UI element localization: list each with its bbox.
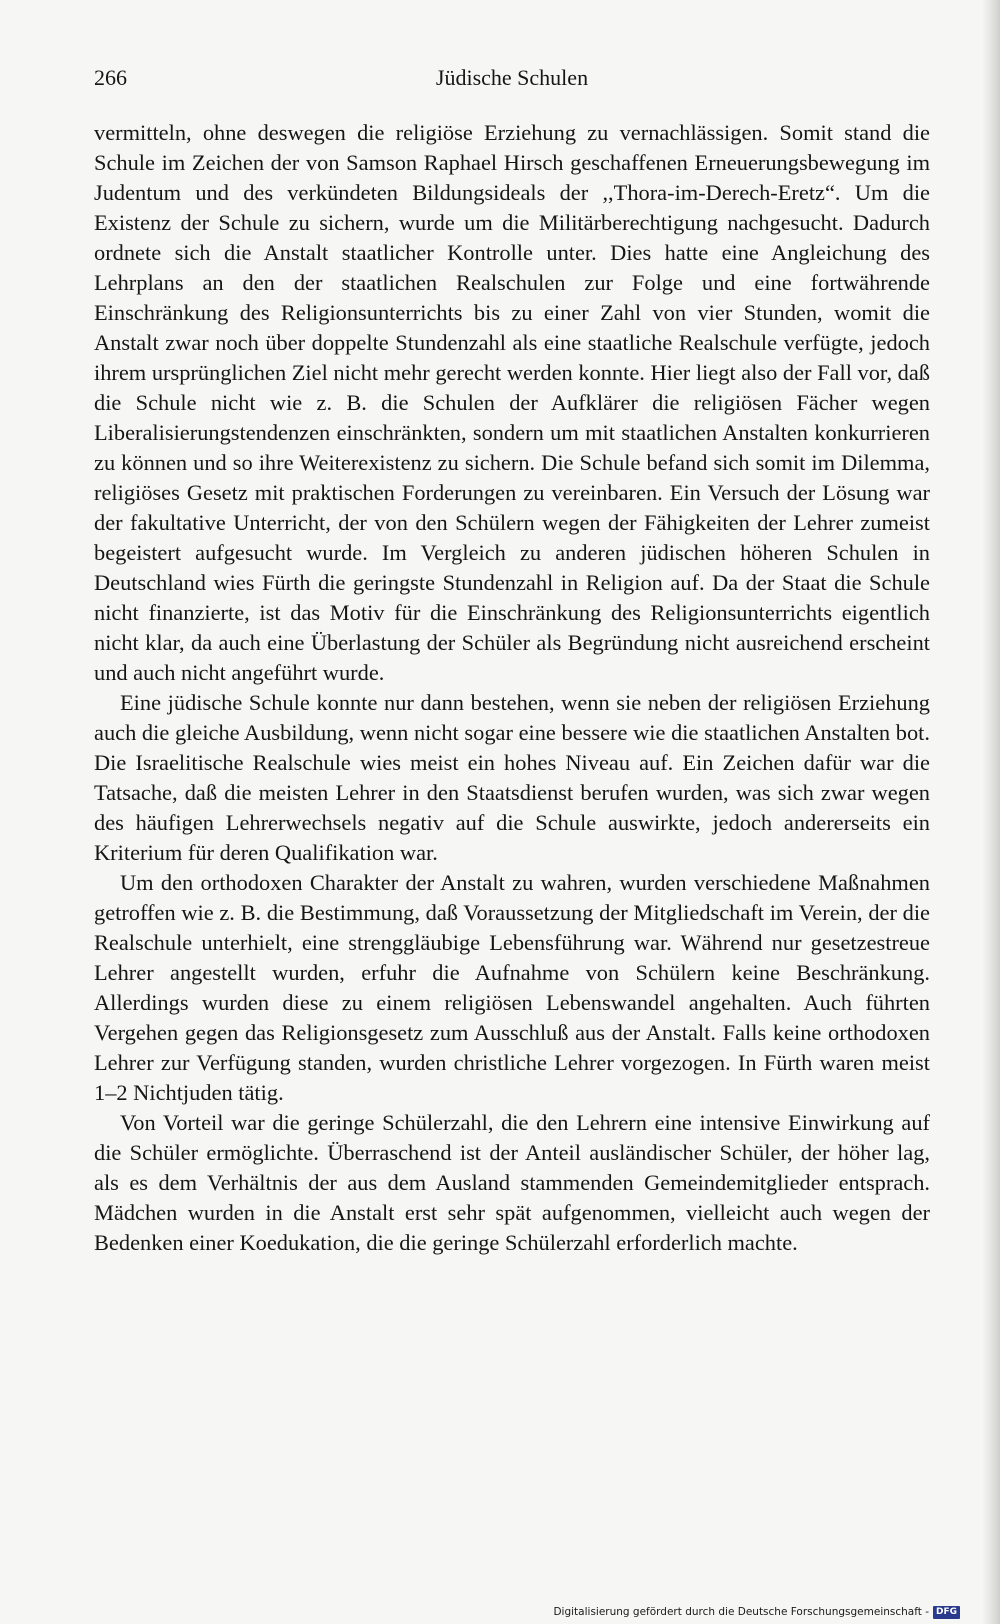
scan-edge-shadow xyxy=(982,0,1000,1624)
body-text xyxy=(94,118,930,1258)
page-number: 266 xyxy=(94,65,127,90)
paragraph-4: Von Vorteil war die geringe Schülerzahl, die den Lehrern eine intensive Einwirkung auf die Schüler ermöglichte. Überraschend ist der Anteil ausländischer Schüler, der höher lag, als es dem Verhältnis der aus dem Ausland stammenden Gemeindemitglieder entsprach. Mädchen wurden in die Anstalt erst sehr spät aufgenommen, vielleicht auch wegen der Bedenken einer Koedukation, die die geringe Schülerzahl erforderlich machte. xyxy=(94,1110,930,1255)
digitization-credit xyxy=(553,1604,960,1620)
dfg-logo: DFG xyxy=(933,1606,960,1619)
credit-text: Digitalisierung gefördert durch die Deutsche Forschungsgemeinschaft - xyxy=(553,1606,929,1618)
paragraph-2: Eine jüdische Schule konnte nur dann bestehen, wenn sie neben der religiösen Erziehung auch die gleiche Ausbildung, wenn nicht sogar eine bessere wie die staatlichen Anstalten bot. Die Israelitische Realschule wies meist ein hohes Niveau auf. Ein Zeichen dafür war die Tatsache, daß die meisten Lehrer in den Staatsdienst berufen wurden, was sich zwar wegen des häufigen Lehrerwechsels negativ auf die Schule auswirkte, jedoch andererseits ein Kriterium für deren Qualifikation war. xyxy=(94,690,930,865)
paragraph-3: Um den orthodoxen Charakter der Anstalt zu wahren, wurden verschiedene Maßnahmen getroffen wie z. B. die Bestimmung, daß Voraussetzung der Mitgliedschaft im Verein, der die Realschule unterhielt, eine strenggläubige Lebensführung war. Während nur gesetzestreue Lehrer angestellt wurden, erfuhr die Aufnahme von Schülern keine Beschränkung. Allerdings wurden diese zu einem religiösen Lebenswandel angehalten. Auch führten Vergehen gegen das Religionsgesetz zum Ausschluß aus der Anstalt. Falls keine orthodoxen Lehrer zur Verfügung standen, wurden christliche Lehrer vorgezogen. In Fürth waren meist 1–2 Nichtjuden tätig. xyxy=(94,870,930,1105)
running-head xyxy=(94,60,930,96)
running-title: Jüdische Schulen xyxy=(435,65,589,90)
paragraph-1: vermitteln, ohne deswegen die religiöse Erziehung zu vernachlässigen. Somit stand die Schule im Zeichen der von Samson Raphael Hirsch geschaffenen Erneuerungsbewegung im Judentum und des verkündeten Bildungsideals der ,,Thora-im-Derech-Eretz“. Um die Existenz der Schule zu sichern, wurde um die Militärberechtigung nachgesucht. Dadurch ordnete sich die Anstalt staatlicher Kontrolle unter. Dies hatte eine Angleichung des Lehrplans an den der staatlichen Realschulen zur Folge und eine fortwährende Einschränkung des Religionsunterrichts bis zu einer Zahl von vier Stunden, womit die Anstalt zwar noch über doppelte Stundenzahl als eine staatliche Realschule verfügte, jedoch ihrem ursprünglichen Ziel nicht mehr gerecht werden konnte. Hier liegt also der Fall vor, daß die Schule nicht wie z. B. die Schulen der Aufklärer die religiösen Fächer wegen Liberalisierungstendenzen einschränkten, sondern um mit staatlichen Anstalten konkurrieren zu können und so ihre Weiterexistenz zu sichern. Die Schule befand sich somit im Dilemma, religiöses Gesetz mit praktischen Forderungen zu vereinbaren. Ein Versuch der Lösung war der fakultative Unterricht, der von den Schülern wegen der Fähigkeiten der Lehrer zumeist begeistert aufgesucht wurde. Im Vergleich zu anderen jüdischen höheren Schulen in Deutschland wies Fürth die geringste Stundenzahl in Religion auf. Da der Staat die Schule nicht finanzierte, ist das Motiv für die Einschränkung des Religionsunterrichts eigentlich nicht klar, da auch eine Überlastung der Schüler als Begründung nicht ausreichend erscheint und auch nicht angeführt wurde. xyxy=(94,120,930,685)
